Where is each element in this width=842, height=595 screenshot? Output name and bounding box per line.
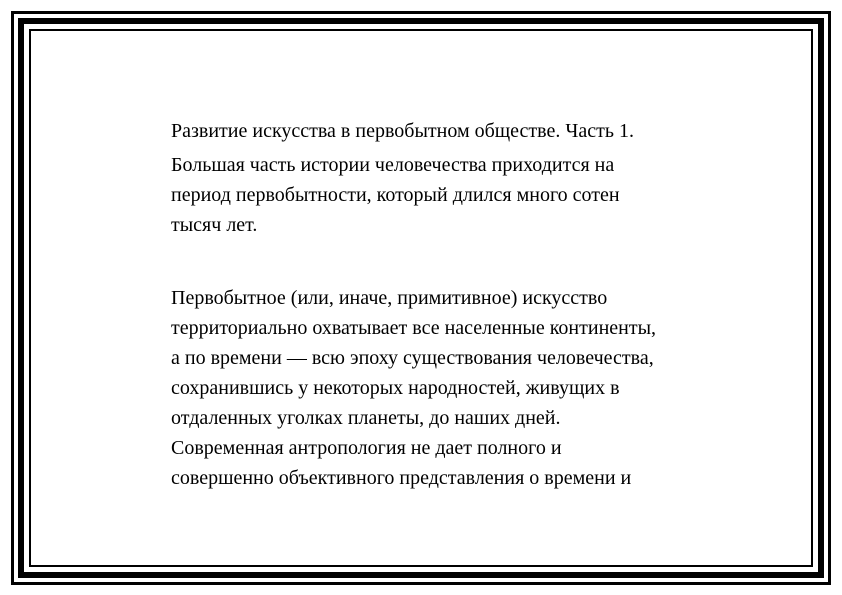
slide-title: Развитие искусства в первобытном обществе. Часть 1. (171, 120, 634, 142)
paragraph-2: Первобытное (или, иначе, примитивное) искусство территориально охватывает все населенные континенты, а по времени — всю эпоху существования человечества, сохранившись у некоторых народностей, живущих в отдаленных уголках планеты, до наших дней. Современная антропология не дает полного и совершенно объективного представления о времени и (171, 287, 657, 489)
paragraph-1: Большая часть истории человечества приходится на период первобытности, который длился много сотен тысяч лет. (171, 154, 620, 236)
slide-content (171, 116, 731, 493)
